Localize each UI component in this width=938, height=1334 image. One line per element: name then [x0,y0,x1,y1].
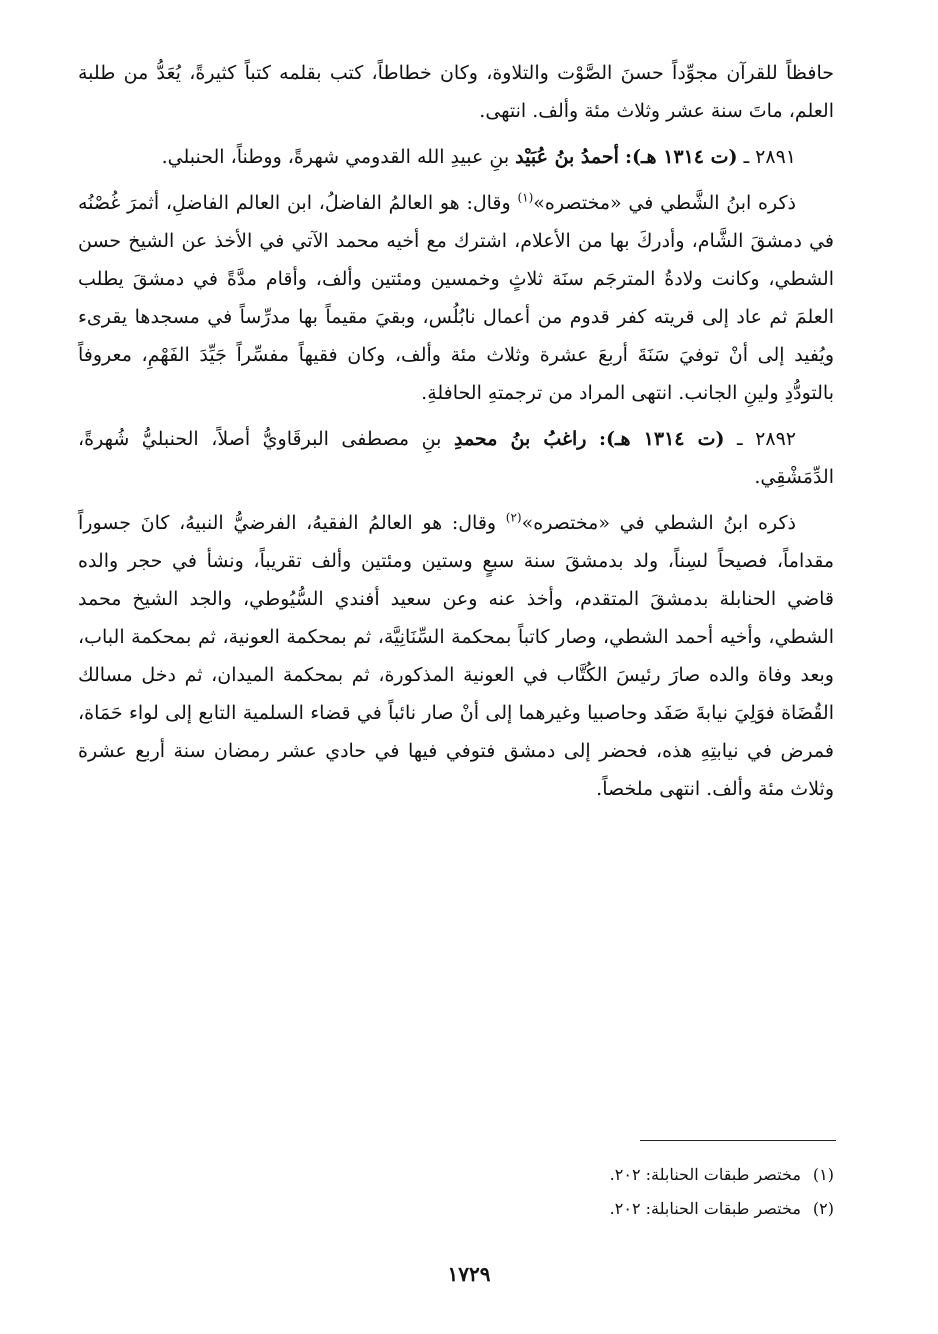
footnote-separator [640,1140,836,1141]
footnote-text: مختصر طبقات الحنابلة: ٢٠٢. [609,1199,801,1218]
entry-body-text: وقال: هو العالمُ الفاضلُ، ابن العالم الفاضلِ، أثمرَ غُصْنُه في دمشقَ الشَّام، وأدركَ بها من الأعلام، اشترك مع أخيه محمد الآتي في الأخذ عن الشيخ حسن الشطي، وكانت ولادةُ المترجَم سنَة ثلاثٍ وخمسين ومئتين وألف، وأقام مدَّةً في دمشقَ يطلب العلمَ ثم عاد إلى قريته كفر قدوم من أعمال نابُلُس، وبقيَ مقيماً بها مدرِّساً في مسجدها يقرىء ويُفيد إلى أنْ توفيَ سَنَةَ أربعَ عشرة وثلاث مئة وألف، وكان فقيهاً مفسِّراً جَيِّدَ الفَهْمِ، معروفاً بالتودُّدِ ولينِ الجانب. انتهى المراد من ترجمتهِ الحافلةِ. [78,192,834,404]
entry-heading-2892 [78,420,834,496]
page-number: ١٧٢٩ [447,1262,491,1286]
entry-heading-2891 [78,138,834,176]
footnote-ref: (١) [517,190,534,205]
continuation-paragraph: حافظاً للقرآن مجوِّداً حسنَ الصَّوْت والتلاوة، وكان خطاطاً، كتب بقلمه كتباً كثيرةً، يُعَدُّ من طلبة العلم، ماتَ سنة عشر وثلاث مئة وألف. انتهى. [78,62,834,122]
entry-name: أحمدُ بنُ عُبَيْد [515,146,619,168]
footnote-text: مختصر طبقات الحنابلة: ٢٠٢. [609,1165,801,1184]
entry-death-date: (ت ١٣١٤ هـ): [598,428,725,450]
entry-name: راغبُ بنُ محمدِ [453,428,587,450]
entry-body-lead: ذكره ابنُ الشَّطي في «مختصره» [533,192,796,214]
footnotes [78,1158,834,1226]
footnote-item [78,1158,834,1192]
page-body [78,54,834,816]
entry-name-rest: بنِ مصطفى البرقَاويُّ أصلاً، الحنبليُّ شُهرةً، الدِّمَشْقِي. [78,428,834,488]
footnote-number: (٢) [812,1199,834,1218]
entry-body-text: وقال: هو العالمُ الفقيهُ، الفرضيُّ النبيهُ، كانَ جسوراً مقداماً، فصيحاً لسِناً، ولد بدمشقَ سنة سبعٍ وستين ومئتين وألف تقريباً، ونشأ في حجر والده قاضي الحنابلة بدمشقَ المتقدم، وأخذ عنه وعن سعيد أفندي السُّيُوطي، والجد الشيخ محمد الشطي، وأخيه أحمد الشطي، وصار كاتباً بمحكمة السِّنَانِيَّة، ثم بمحكمة العونية، ثم بمحكمة الباب، وبعد وفاة والده صارَ رئيسَ الكُتَّاب في العونية المذكورة، ثم بمحكمة الميدان، ثم دخل مسالك القُضَاة فوَلِيَ نيابةَ صَفَد وحاصبيا وغيرهما إلى أنْ صار نائباً في قضاء السلمية التابع إلى لواء حَمَاة، فمرض في نيابتِهِ هذه، فحضر إلى دمشق فتوفي فيها في حادي عشر رمضان سنة أربع عشرة وثلاث مئة وألف. انتهى ملخصاً. [78,512,834,800]
entry-name-rest: بنِ عبيدِ الله القدومي شهرةً، ووطناً، الحنبلي. [161,146,510,168]
entry-death-date: (ت ١٣١٤ هـ): [624,146,738,168]
entry-number: ٢٨٩٢ ـ [737,428,796,450]
entry-body-2892 [78,504,834,808]
entry-body-lead: ذكره ابنُ الشطي في «مختصره» [521,512,796,534]
entry-body-2891 [78,184,834,412]
footnote-ref: (٢) [505,510,522,525]
entry-number: ٢٨٩١ ـ [743,146,796,168]
footnote-item [78,1192,834,1226]
footnote-number: (١) [812,1165,834,1184]
